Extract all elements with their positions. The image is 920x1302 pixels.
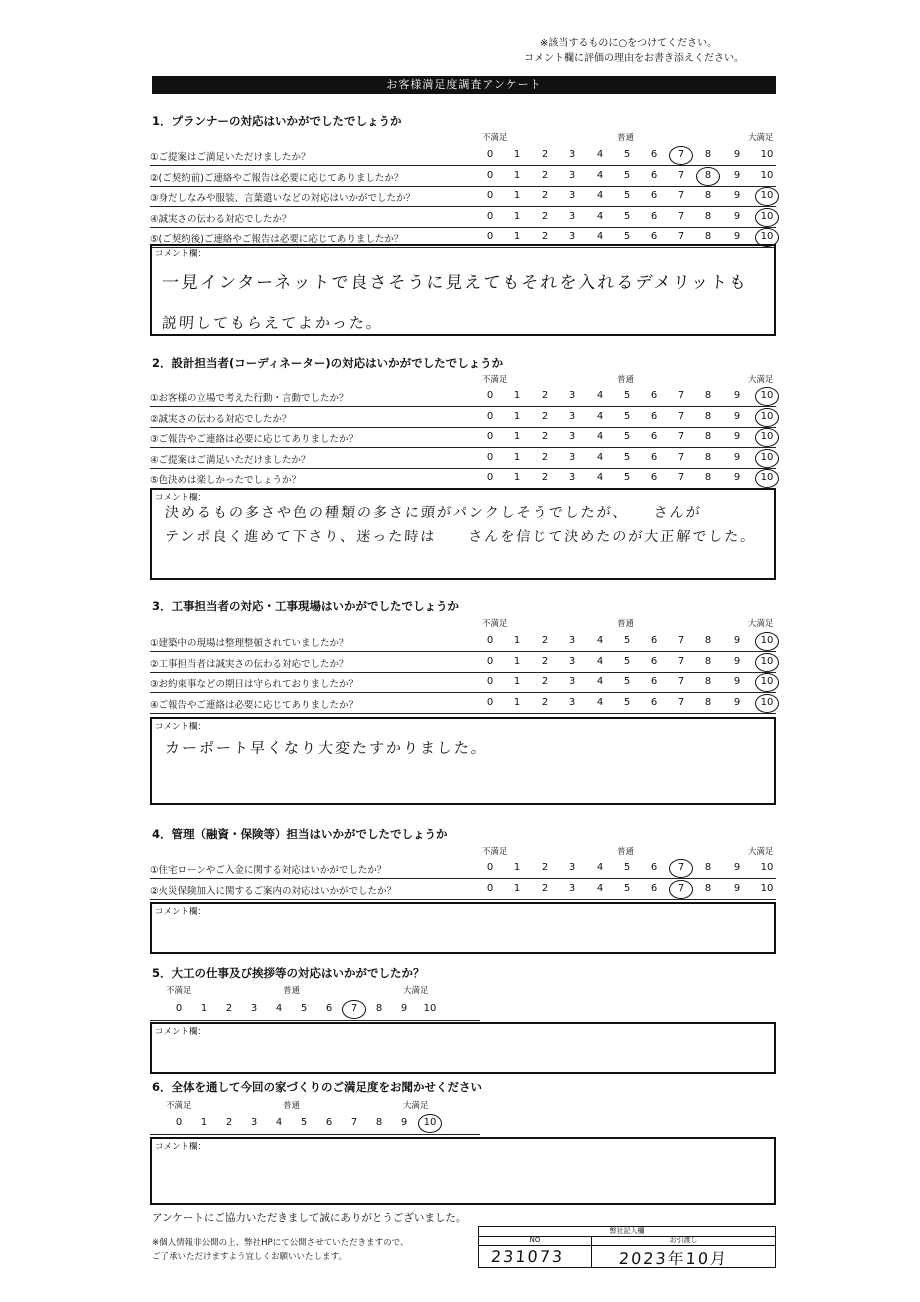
question-text: ②火災保険加入に関するご案内の対応はいかがでしたか？: [150, 885, 397, 897]
rating-option-9[interactable]: 9: [733, 635, 741, 646]
rating-option-0[interactable]: 0: [486, 149, 494, 160]
question-row: [150, 449, 776, 469]
rating-option-0[interactable]: 0: [486, 655, 494, 667]
rating-option-2[interactable]: 2: [225, 1003, 233, 1014]
rating-option-6[interactable]: 6: [650, 390, 658, 401]
scale-mid-label: 普通: [617, 133, 635, 143]
rating-circle: [755, 694, 779, 713]
scale-low-label: 不満足: [482, 375, 508, 385]
rating-option-4[interactable]: 4: [596, 410, 604, 422]
rating-option-5[interactable]: 5: [623, 190, 631, 201]
rating-option-8[interactable]: 8: [704, 190, 712, 201]
rating-circle: [669, 146, 693, 165]
rating-option-9[interactable]: 9: [733, 696, 741, 708]
rating-circle: [755, 469, 779, 488]
rating-option-5[interactable]: 5: [623, 882, 631, 894]
rating-option-1[interactable]: 1: [513, 390, 521, 401]
rating-option-0[interactable]: 0: [486, 676, 494, 687]
rating-option-0[interactable]: 0: [486, 451, 494, 463]
rating-option-6[interactable]: 6: [650, 696, 658, 708]
rating-option-5[interactable]: 5: [623, 210, 631, 222]
rating-option-2[interactable]: 2: [541, 190, 549, 201]
rating-option-10[interactable]: 10: [423, 1003, 437, 1014]
rating-option-5[interactable]: 5: [623, 169, 631, 181]
rating-option-0[interactable]: 0: [486, 635, 494, 646]
rating-option-6[interactable]: 6: [650, 862, 658, 873]
question-text: ②(ご契約前)ご連絡やご報告は必要に応じてありましたか？: [150, 172, 404, 184]
rating-option-6[interactable]: 6: [650, 190, 658, 201]
question-row: [150, 408, 776, 428]
section-title: 4．管理（融資・保険等）担当はいかがでしたでしょうか: [152, 827, 448, 841]
question-row: [150, 146, 776, 166]
rating-option-2[interactable]: 2: [541, 451, 549, 463]
rating-option-6[interactable]: 6: [650, 169, 658, 181]
rating-option-3[interactable]: 3: [250, 1117, 258, 1128]
instruction-note-1: ※該当するものに○をつけてください。: [540, 38, 718, 49]
rating-option-0[interactable]: 0: [486, 410, 494, 422]
rating-option-8[interactable]: 8: [704, 862, 712, 873]
rating-option-1[interactable]: 1: [513, 169, 521, 181]
question-text: ①住宅ローンやご入金に関する対応はいかがでしたか？: [150, 865, 387, 876]
question-text: ③ご報告やご連絡は必要に応じてありましたか？: [150, 434, 359, 445]
rating-option-9[interactable]: 9: [733, 676, 741, 687]
rating-option-9[interactable]: 9: [733, 472, 741, 483]
question-row: [150, 694, 776, 714]
rating-option-0[interactable]: 0: [486, 472, 494, 483]
rating-option-5[interactable]: 5: [623, 472, 631, 483]
rating-option-10[interactable]: 10: [760, 149, 774, 160]
rating-option-4[interactable]: 4: [596, 231, 604, 242]
rating-option-10[interactable]: 10: [760, 862, 774, 873]
comment-box[interactable]: [150, 902, 776, 954]
rating-option-8[interactable]: 8: [704, 451, 712, 463]
rating-option-2[interactable]: 2: [541, 655, 549, 667]
rating-option-6[interactable]: 6: [650, 431, 658, 442]
rating-option-1[interactable]: 1: [513, 210, 521, 222]
rating-option-7[interactable]: 7: [677, 862, 685, 873]
rating-option-4[interactable]: 4: [596, 210, 604, 222]
handwritten-comment: 説明してもらえてよかった。: [161, 314, 384, 332]
rating-option-2[interactable]: 2: [541, 410, 549, 422]
rating-option-5[interactable]: 5: [623, 431, 631, 442]
rating-circle: [755, 387, 779, 406]
scale-mid-label: 普通: [283, 1101, 301, 1111]
rating-option-8[interactable]: 8: [704, 696, 712, 708]
question-row: [150, 167, 776, 187]
rating-option-6[interactable]: 6: [650, 231, 658, 242]
rating-option-7[interactable]: 7: [677, 451, 685, 463]
rating-option-6[interactable]: 6: [325, 1003, 333, 1014]
rating-option-0[interactable]: 0: [175, 1117, 183, 1128]
comment-label: コメント欄：: [155, 1142, 207, 1152]
rating-option-5[interactable]: 5: [623, 676, 631, 687]
rating-option-3[interactable]: 3: [568, 655, 576, 667]
rating-option-6[interactable]: 6: [650, 676, 658, 687]
scale-high-label: 大満足: [748, 619, 774, 629]
rating-option-0[interactable]: 0: [486, 231, 494, 242]
rating-option-1[interactable]: 1: [513, 635, 521, 646]
scale-mid-label: 普通: [617, 375, 635, 385]
rating-option-4[interactable]: 4: [596, 190, 604, 201]
rating-option-3[interactable]: 3: [568, 882, 576, 894]
rating-option-3[interactable]: 3: [250, 1003, 258, 1014]
rating-option-10[interactable]: 10: [760, 655, 774, 667]
rating-option-1[interactable]: 1: [513, 882, 521, 894]
section-title: 3．工事担当者の対応・工事現場はいかがでしたでしょうか: [152, 599, 459, 613]
rating-option-2[interactable]: 2: [541, 472, 549, 483]
rating-option-5[interactable]: 5: [623, 862, 631, 873]
question-row: [150, 208, 776, 228]
rating-option-10[interactable]: 10: [760, 190, 774, 201]
rating-option-8[interactable]: 8: [704, 231, 712, 242]
rating-option-7[interactable]: 7: [677, 472, 685, 483]
rating-circle: [755, 428, 779, 447]
question-text: ③お約束事などの期日は守られておりましたか？: [150, 679, 359, 690]
scale-mid-label: 普通: [617, 847, 635, 857]
scale-low-label: 不満足: [166, 986, 192, 996]
question-row: [150, 428, 776, 448]
rating-option-4[interactable]: 4: [596, 451, 604, 463]
rating-option-7[interactable]: 7: [677, 676, 685, 687]
comment-label: コメント欄：: [155, 722, 207, 732]
rating-option-3[interactable]: 3: [568, 451, 576, 463]
rating-option-10[interactable]: 10: [760, 231, 774, 242]
rating-option-8[interactable]: 8: [704, 149, 712, 160]
rating-option-5[interactable]: 5: [623, 655, 631, 667]
question-text: ④ご報告やご連絡は必要に応じてありましたか？: [150, 699, 359, 711]
rating-option-3[interactable]: 3: [568, 410, 576, 422]
rating-option-6[interactable]: 6: [650, 410, 658, 422]
rating-option-4[interactable]: 4: [596, 149, 604, 160]
rating-option-4[interactable]: 4: [596, 696, 604, 708]
handwritten-comment: カーポート早くなり大変たすかりました。: [164, 739, 489, 757]
rating-option-9[interactable]: 9: [733, 410, 741, 422]
handwritten-comment: 決めるもの多さや色の種類の多さに頭がパンクしそうでしたが、 さんが: [164, 505, 703, 521]
rating-option-2[interactable]: 2: [541, 231, 549, 242]
no-value: 231073: [490, 1247, 565, 1266]
question-text: ④ご提案はご満足いただけましたか？: [150, 454, 311, 466]
rating-option-9[interactable]: 9: [400, 1117, 408, 1128]
rating-option-4[interactable]: 4: [596, 431, 604, 442]
rating-option-0[interactable]: 0: [486, 431, 494, 442]
comment-label: コメント欄：: [155, 1027, 207, 1037]
rating-option-0[interactable]: 0: [486, 190, 494, 201]
rating-circle: [755, 449, 779, 468]
rating-option-1[interactable]: 1: [513, 676, 521, 687]
rating-option-4[interactable]: 4: [596, 655, 604, 667]
rating-option-10[interactable]: 10: [760, 635, 774, 646]
rating-option-1[interactable]: 1: [513, 231, 521, 242]
rating-option-4[interactable]: 4: [596, 862, 604, 873]
rating-option-2[interactable]: 2: [541, 169, 549, 181]
rating-option-0[interactable]: 0: [486, 882, 494, 894]
thanks-text: アンケートにご協力いただきまして誠にありがとうございました。: [152, 1212, 467, 1224]
rating-option-9[interactable]: 9: [733, 169, 741, 181]
rating-option-6[interactable]: 6: [325, 1117, 333, 1128]
office-use-label: 弊社記入欄: [479, 1227, 775, 1237]
rating-circle: [669, 880, 693, 899]
question-row: [150, 187, 776, 207]
question-row: [150, 880, 776, 900]
rating-option-2[interactable]: 2: [541, 149, 549, 160]
question-row: [150, 387, 776, 407]
privacy-note-1: ※個人情報非公開の上、弊社HPにて公開させていただきますので、: [152, 1238, 409, 1248]
question-text: ①お客様の立場で考えた行動・言動でしたか？: [150, 393, 349, 404]
section-title: 5．大工の仕事及び挨拶等の対応はいかがでしたか？: [152, 966, 425, 980]
section-title: 2．設計担当者(コーディネーター)の対応はいかがでしたでしょうか: [152, 356, 504, 370]
rating-option-9[interactable]: 9: [400, 1003, 408, 1014]
rating-option-6[interactable]: 6: [650, 472, 658, 483]
rating-option-9[interactable]: 9: [733, 390, 741, 401]
rating-option-1[interactable]: 1: [200, 1003, 208, 1014]
rating-option-8[interactable]: 8: [375, 1117, 383, 1128]
scale-high-label: 大満足: [748, 375, 774, 385]
rating-option-9[interactable]: 9: [733, 190, 741, 201]
rating-option-5[interactable]: 5: [300, 1117, 308, 1128]
rating-option-8[interactable]: 8: [704, 635, 712, 646]
rating-circle: [755, 408, 779, 427]
rating-option-0[interactable]: 0: [486, 210, 494, 222]
rating-option-7[interactable]: 7: [677, 431, 685, 442]
privacy-note-2: ご了承いただけますよう宜しくお願いいたします。: [152, 1252, 347, 1262]
handwritten-comment: テンポ良く進めて下さり、迷った時は さんを信じて決めたのが大正解でした。: [164, 529, 757, 545]
rating-option-2[interactable]: 2: [541, 635, 549, 646]
rating-option-7[interactable]: 7: [677, 696, 685, 708]
rating-option-4[interactable]: 4: [275, 1117, 283, 1128]
handwritten-comment: 一見インターネットで良さそうに見えてもそれを入れるデメリットも: [161, 273, 749, 293]
rating-option-5[interactable]: 5: [623, 635, 631, 646]
instruction-note-2: コメント欄に評価の理由をお書き添えください。: [524, 53, 744, 64]
comment-label: コメント欄：: [155, 907, 207, 917]
question-text: ③身だしなみや服装、言葉遣いなどの対応はいかがでしたか？: [150, 193, 416, 204]
rating-option-10[interactable]: 10: [760, 390, 774, 401]
rating-option-5[interactable]: 5: [300, 1003, 308, 1014]
rating-circle: [669, 859, 693, 878]
question-row: [150, 673, 776, 693]
rating-option-7[interactable]: 7: [677, 231, 685, 242]
rating-option-4[interactable]: 4: [596, 169, 604, 181]
scale-high-label: 大満足: [403, 1101, 429, 1111]
rating-option-5[interactable]: 5: [623, 451, 631, 463]
rating-circle: [342, 1000, 366, 1019]
rating-option-10[interactable]: 10: [760, 210, 774, 222]
rating-option-3[interactable]: 3: [568, 169, 576, 181]
no-label: NO: [479, 1236, 592, 1246]
rating-option-2[interactable]: 2: [541, 390, 549, 401]
rating-option-8[interactable]: 8: [704, 431, 712, 442]
rating-circle: [755, 208, 779, 227]
rating-option-0[interactable]: 0: [486, 169, 494, 181]
rating-option-1[interactable]: 1: [513, 655, 521, 667]
question-row: [150, 632, 776, 652]
question-text: ⑤(ご契約後)ご連絡やご報告は必要に応じてありましたか？: [150, 234, 404, 245]
rating-option-0[interactable]: 0: [175, 1003, 183, 1014]
rating-option-8[interactable]: 8: [704, 676, 712, 687]
rating-circle: [755, 653, 779, 672]
rating-circle: [755, 673, 779, 692]
rating-option-7[interactable]: 7: [677, 210, 685, 222]
rating-option-1[interactable]: 1: [513, 149, 521, 160]
rating-option-8[interactable]: 8: [704, 655, 712, 667]
rating-option-6[interactable]: 6: [650, 149, 658, 160]
question-text: ②工事担当者は誠実さの伝わる対応でしたか？: [150, 658, 349, 670]
rating-underline: [150, 1020, 480, 1021]
rating-option-9[interactable]: 9: [733, 862, 741, 873]
rating-option-5[interactable]: 5: [623, 149, 631, 160]
scale-high-label: 大満足: [403, 986, 429, 996]
office-use-box: [478, 1226, 776, 1268]
rating-option-3[interactable]: 3: [568, 676, 576, 687]
rating-option-9[interactable]: 9: [733, 210, 741, 222]
rating-option-10[interactable]: 10: [423, 1117, 437, 1128]
rating-option-2[interactable]: 2: [541, 431, 549, 442]
scale-low-label: 不満足: [166, 1101, 192, 1111]
handover-value: 2023年10月: [618, 1249, 729, 1268]
rating-option-7[interactable]: 7: [677, 169, 685, 181]
rating-option-4[interactable]: 4: [275, 1003, 283, 1014]
handover-label: お引渡し: [592, 1236, 775, 1246]
rating-circle: [755, 187, 779, 206]
rating-option-7[interactable]: 7: [677, 882, 685, 894]
rating-circle: [696, 167, 720, 186]
rating-option-8[interactable]: 8: [704, 390, 712, 401]
rating-option-3[interactable]: 3: [568, 431, 576, 442]
rating-option-6[interactable]: 6: [650, 635, 658, 646]
rating-option-7[interactable]: 7: [350, 1003, 358, 1014]
rating-option-7[interactable]: 7: [677, 410, 685, 422]
rating-option-10[interactable]: 10: [760, 169, 774, 181]
rating-option-1[interactable]: 1: [513, 431, 521, 442]
rating-option-1[interactable]: 1: [513, 472, 521, 483]
rating-underline: [150, 1134, 480, 1135]
scale-mid-label: 普通: [283, 986, 301, 996]
rating-option-0[interactable]: 0: [486, 390, 494, 401]
scale-high-label: 大満足: [748, 847, 774, 857]
rating-option-3[interactable]: 3: [568, 696, 576, 708]
comment-box[interactable]: [150, 717, 776, 805]
rating-option-3[interactable]: 3: [568, 149, 576, 160]
rating-option-0[interactable]: 0: [486, 862, 494, 873]
comment-label: コメント欄：: [155, 249, 207, 259]
rating-circle: [418, 1114, 442, 1133]
section-title: 1．プランナーの対応はいかがでしたでしょうか: [152, 114, 402, 128]
rating-option-8[interactable]: 8: [704, 472, 712, 483]
rating-option-10[interactable]: 10: [760, 676, 774, 687]
rating-option-10[interactable]: 10: [760, 431, 774, 442]
rating-option-10[interactable]: 10: [760, 451, 774, 463]
rating-option-1[interactable]: 1: [513, 862, 521, 873]
rating-option-8[interactable]: 8: [375, 1003, 383, 1014]
rating-option-3[interactable]: 3: [568, 635, 576, 646]
rating-option-4[interactable]: 4: [596, 635, 604, 646]
rating-option-0[interactable]: 0: [486, 696, 494, 708]
question-row: [150, 653, 776, 673]
rating-option-7[interactable]: 7: [677, 390, 685, 401]
rating-option-7[interactable]: 7: [677, 190, 685, 201]
rating-option-1[interactable]: 1: [513, 696, 521, 708]
rating-option-4[interactable]: 4: [596, 390, 604, 401]
question-text: ①ご提案はご満足いただけましたか？: [150, 152, 311, 163]
rating-option-6[interactable]: 6: [650, 451, 658, 463]
rating-option-3[interactable]: 3: [568, 210, 576, 222]
rating-option-4[interactable]: 4: [596, 882, 604, 894]
rating-option-1[interactable]: 1: [513, 190, 521, 201]
rating-option-6[interactable]: 6: [650, 655, 658, 667]
rating-option-9[interactable]: 9: [733, 655, 741, 667]
rating-option-8[interactable]: 8: [704, 210, 712, 222]
rating-option-9[interactable]: 9: [733, 451, 741, 463]
rating-option-2[interactable]: 2: [541, 676, 549, 687]
scale-mid-label: 普通: [617, 619, 635, 629]
rating-option-3[interactable]: 3: [568, 472, 576, 483]
rating-option-4[interactable]: 4: [596, 472, 604, 483]
rating-option-2[interactable]: 2: [541, 882, 549, 894]
comment-box[interactable]: [150, 1137, 776, 1205]
rating-option-5[interactable]: 5: [623, 231, 631, 242]
rating-option-10[interactable]: 10: [760, 410, 774, 422]
rating-option-9[interactable]: 9: [733, 231, 741, 242]
rating-option-10[interactable]: 10: [760, 696, 774, 708]
rating-option-5[interactable]: 5: [623, 410, 631, 422]
rating-option-4[interactable]: 4: [596, 676, 604, 687]
rating-option-5[interactable]: 5: [623, 390, 631, 401]
comment-box[interactable]: [150, 1022, 776, 1074]
rating-option-6[interactable]: 6: [650, 882, 658, 894]
rating-option-9[interactable]: 9: [733, 882, 741, 894]
question-text: ④誠実さの伝わる対応でしたか？: [150, 213, 292, 225]
rating-option-7[interactable]: 7: [350, 1117, 358, 1128]
rating-option-2[interactable]: 2: [541, 862, 549, 873]
survey-banner: お客様満足度調査アンケート: [152, 76, 776, 94]
rating-option-10[interactable]: 10: [760, 472, 774, 483]
question-text: ⑤色決めは楽しかったでしょうか？: [150, 475, 302, 486]
scale-low-label: 不満足: [482, 847, 508, 857]
rating-option-1[interactable]: 1: [200, 1117, 208, 1128]
rating-option-7[interactable]: 7: [677, 655, 685, 667]
question-text: ②誠実さの伝わる対応でしたか？: [150, 413, 292, 425]
rating-option-3[interactable]: 3: [568, 190, 576, 201]
rating-option-7[interactable]: 7: [677, 149, 685, 160]
rating-option-8[interactable]: 8: [704, 169, 712, 181]
rating-option-10[interactable]: 10: [760, 882, 774, 894]
rating-option-2[interactable]: 2: [225, 1117, 233, 1128]
rating-option-1[interactable]: 1: [513, 410, 521, 422]
rating-option-2[interactable]: 2: [541, 210, 549, 222]
question-row: [150, 859, 776, 879]
rating-option-1[interactable]: 1: [513, 451, 521, 463]
rating-option-5[interactable]: 5: [623, 696, 631, 708]
question-text: ①建築中の現場は整理整頓されていましたか？: [150, 638, 349, 649]
rating-option-3[interactable]: 3: [568, 862, 576, 873]
comment-label: コメント欄：: [155, 493, 207, 503]
section-title: 6．全体を通して今回の家づくりのご満足度をお聞かせください: [152, 1080, 482, 1094]
rating-option-9[interactable]: 9: [733, 149, 741, 160]
rating-circle: [755, 632, 779, 651]
scale-high-label: 大満足: [748, 133, 774, 143]
scale-low-label: 不満足: [482, 619, 508, 629]
rating-option-8[interactable]: 8: [704, 882, 712, 894]
question-row: [150, 469, 776, 489]
rating-option-6[interactable]: 6: [650, 210, 658, 222]
rating-option-7[interactable]: 7: [677, 635, 685, 646]
rating-option-8[interactable]: 8: [704, 410, 712, 422]
rating-option-3[interactable]: 3: [568, 390, 576, 401]
scale-low-label: 不満足: [482, 133, 508, 143]
rating-option-3[interactable]: 3: [568, 231, 576, 242]
rating-option-2[interactable]: 2: [541, 696, 549, 708]
rating-option-9[interactable]: 9: [733, 431, 741, 442]
